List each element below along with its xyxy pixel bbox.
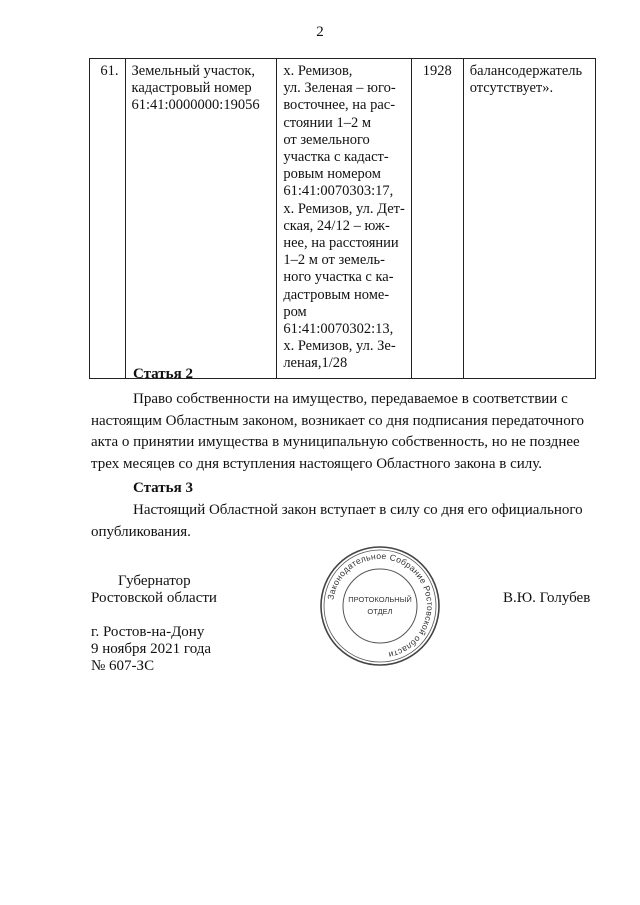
stamp-center-line-2: ОТДЕЛ — [367, 607, 393, 616]
article-2-line: трех месяцев со дня вступления настоящего Областного закона в силу. — [91, 455, 542, 472]
row-number: 61. — [100, 63, 119, 79]
article-2-line: Право собственности на имущество, передаваемое в соответствии с — [133, 391, 568, 407]
address-line: дастровым номе- — [283, 286, 390, 303]
address-line: х. Ремизов, ул. Зе- — [283, 338, 396, 355]
article-2-text — [91, 389, 596, 475]
article-3-line: Настоящий Областной закон вступает в силу со дня его официального — [133, 502, 583, 518]
place-city: г. Ростов-на-Дону — [91, 624, 205, 640]
address-line: х. Ремизов, ул. Дет- — [283, 200, 405, 217]
table-row — [90, 59, 596, 379]
signatory-title-line-1: Губернатор — [118, 573, 191, 589]
law-number: № 607-ЗС — [91, 658, 155, 674]
address-line: восточнее, на рас- — [283, 97, 396, 114]
address-line: ул. Зеленая – юго- — [283, 80, 396, 97]
signatory-name: В.Ю. Голубев — [503, 590, 591, 606]
article-2-heading: Статья 2 — [133, 366, 193, 382]
address-line: нее, на расстоянии — [283, 235, 399, 252]
address-line: ровым номером — [283, 166, 381, 183]
address-line: от земельного — [283, 131, 370, 148]
note-cell — [463, 59, 595, 379]
note-line: отсутствует». — [469, 80, 554, 97]
note-line: балансодержатель — [469, 63, 583, 79]
svg-text:Законодательное Собрание Росто — [325, 551, 435, 660]
address-line: 61:41:0070303:17, — [283, 183, 394, 200]
article-2-line: настоящим Областным законом, возникает со дня подписания передаточного — [91, 412, 584, 429]
property-name-cell — [125, 59, 277, 379]
address-line: ская, 24/12 – юж- — [283, 217, 390, 234]
year-cell — [411, 59, 463, 379]
property-name-line: 61:41:0000000:19056 — [131, 97, 260, 114]
property-name-line: кадастровый номер — [131, 80, 252, 97]
row-number-cell — [90, 59, 126, 379]
address-line: 61:41:0070302:13, — [283, 321, 394, 338]
official-stamp — [318, 544, 442, 668]
stamp-ring-text: Законодательное Собрание Ростовской области — [325, 550, 436, 661]
address-line: леная,1/28 — [283, 355, 348, 372]
property-table — [89, 58, 596, 379]
year-value: 1928 — [422, 63, 452, 79]
page-number: 2 — [316, 24, 324, 40]
address-line: участка с кадаст- — [283, 149, 389, 166]
address-line: ром — [283, 303, 307, 320]
address-line: стоянии 1–2 м — [283, 114, 371, 131]
article-3-heading: Статья 3 — [133, 480, 193, 496]
address-line: х. Ремизов, — [283, 63, 353, 79]
signing-date: 9 ноября 2021 года — [91, 641, 212, 657]
article-2-line: акта о принятии имущества в муниципальную собственность, но не позднее — [91, 434, 580, 450]
property-name-line: Земельный участок, — [131, 63, 256, 79]
address-line: 1–2 м от земель- — [283, 252, 385, 269]
signatory-title-line-2: Ростовской области — [91, 590, 217, 606]
article-3-line: опубликования. — [91, 523, 191, 540]
article-3-text — [91, 500, 596, 543]
address-line: ного участка с ка- — [283, 269, 394, 286]
stamp-center-line-1: ПРОТОКОЛЬНЫЙ — [348, 595, 412, 604]
property-address-cell — [277, 59, 412, 379]
